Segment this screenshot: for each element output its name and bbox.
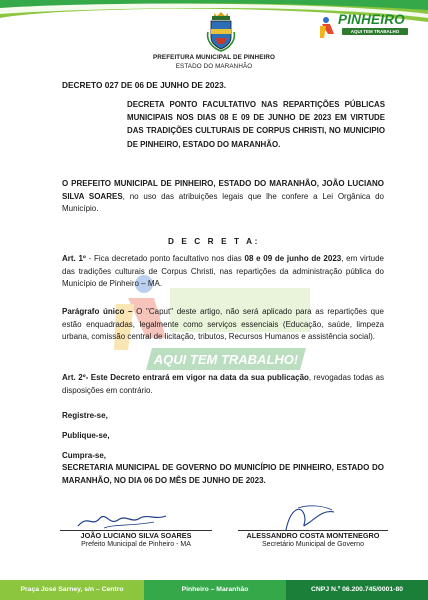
decree-number: DECRETO 027 DE 06 DE JUNHO DE 2023. — [62, 80, 227, 90]
footer-city: Pinheiro – Maranhão — [144, 580, 286, 600]
watermark-tagline: AQUI TEM TRABALHO! — [153, 352, 299, 367]
closing-comply: Cumpra-se, — [62, 451, 107, 460]
footer-address: Praça José Sarney, s/n – Centro — [0, 580, 144, 600]
mayor-signature-icon — [74, 508, 170, 532]
secretariat-statement: SECRETARIA MUNICIPAL DE GOVERNO DO MUNICÍPIO DE PINHEIRO, ESTADO DO MARANHÃO, NO DIA 06 DO MÊS DE JUNHO DE 2023. — [62, 463, 384, 485]
article-1-label: Art. 1º — [62, 254, 86, 263]
municipal-crest-icon — [206, 12, 236, 52]
preamble-text: , no uso das atribuições legais que lhe confere a Lei Orgânica do Município. — [62, 191, 384, 214]
sole-paragraph-label: Parágrafo único – — [62, 307, 133, 316]
brand-tagline: AQUI TEM TRABALHO — [342, 28, 408, 35]
secretary-role: Secretário Municipal de Governo — [262, 541, 364, 548]
article-1-dates: 08 e 09 de junho de 2023 — [244, 254, 342, 263]
sole-paragraph-text: O "Caput" deste artigo, não será aplicado para as repartições que estão enquadradas, legalmente como serviços essenciais (Educação, saúde, limpeza urbana, comissão central de licitação, tributos, Recursos Humanos e assistência social). — [62, 307, 384, 342]
government-title: PREFEITURA MUNICIPAL DE PINHEIRO — [152, 54, 276, 61]
brand-name: PINHEIRO — [338, 12, 405, 27]
mayor-name: JOÃO LUCIANO SILVA SOARES — [80, 531, 192, 540]
preamble-paragraph — [62, 178, 384, 216]
secretary-name: ALESSANDRO COSTA MONTENEGRO — [246, 531, 380, 540]
article-2-label: Art. 2º- Este Decreto entrará em vigor na data da sua publicação — [62, 373, 309, 382]
footer-bar — [0, 580, 428, 600]
closing-register: Registre-se, — [62, 411, 108, 420]
sole-paragraph — [62, 306, 384, 344]
article-1-text-b: , em virtude das tradições culturais de Corpus Christi, nas repartições da administração pública do Município de Pinheiro – MA. — [62, 254, 384, 289]
article-1 — [62, 253, 384, 291]
article-2 — [62, 372, 384, 397]
footer-cnpj: CNPJ N.º 06.200.745/0001-80 — [286, 580, 428, 600]
secretary-signature-icon — [280, 500, 340, 534]
decree-summary: DECRETA PONTO FACULTATIVO NAS REPARTIÇÕES PÚBLICAS MUNICIPAIS NOS DIAS 08 E 09 DE JUNHO DE 2023 EM VIRTUDE DAS TRADIÇÕES CULTURAIS DE CORPUS CHRISTI, NO MUNICIPIO DE PINHEIRO, ESTADO DO MARANHÃO. — [127, 100, 385, 149]
decreta-heading: D E C R E T A: — [167, 237, 261, 246]
closing-publish: Publique-se, — [62, 431, 110, 440]
article-1-text-a: - Fica decretado ponto facultativo nos dias — [85, 254, 245, 263]
mayor-role: Prefeito Municipal de Pinheiro - MA — [81, 541, 191, 548]
preamble-authority: O PREFEITO MUNICIPAL DE PINHEIRO, ESTADO DO MARANHÃO, JOÃO LUCIANO SILVA SOARES — [62, 179, 384, 201]
article-2-text: , revogadas todas as disposições em contrário. — [62, 373, 384, 395]
state-title: ESTADO DO MARANHÃO — [175, 63, 253, 70]
